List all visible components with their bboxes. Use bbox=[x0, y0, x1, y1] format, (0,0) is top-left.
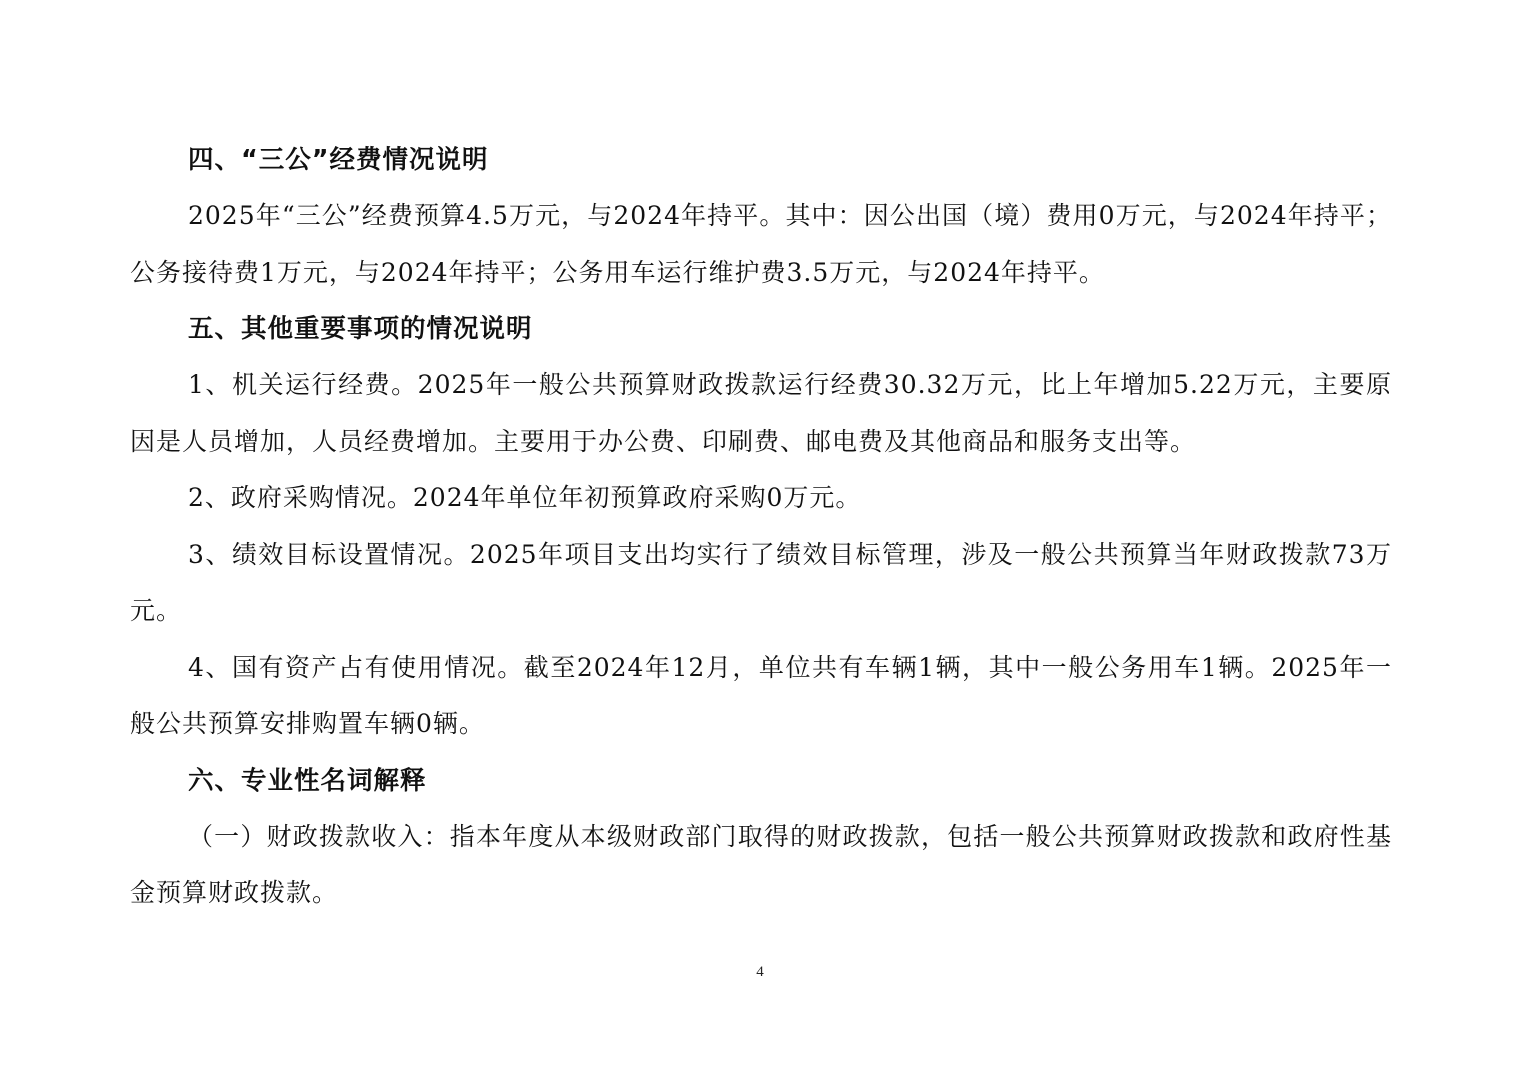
paragraph-operating-expenses: 1、机关运行经费。2025年一般公共预算财政拨款运行经费30.32万元，比上年增加5.22万元，主要原因是人员增加，人员经费增加。主要用于办公费、印刷费、邮电费及其他商品和服务支出等。 bbox=[130, 370, 1392, 456]
page-number: 4 bbox=[756, 964, 764, 980]
paragraph-fiscal-appropriation-income: （一）财政拨款收入：指本年度从本级财政部门取得的财政拨款，包括一般公共预算财政拨款和政府性基金预算财政拨款。 bbox=[130, 821, 1392, 907]
paragraph-three-public-expenses: 2025年“三公”经费预算4.5万元，与2024年持平。其中：因公出国（境）费用0万元，与2024年持平；公务接待费1万元，与2024年持平；公务用车运行维护费3.5万元，与2024年持平。 bbox=[130, 201, 1392, 287]
section-heading-three-public-expenses: 四、“三公”经费情况说明 bbox=[188, 145, 489, 175]
paragraph-government-procurement: 2、政府采购情况。2024年单位年初预算政府采购0万元。 bbox=[188, 483, 862, 512]
paragraph-state-assets: 4、国有资产占有使用情况。截至2024年12月，单位共有车辆1辆，其中一般公务用车1辆。2025年一般公共预算安排购置车辆0辆。 bbox=[130, 652, 1392, 738]
section-heading-terminology: 六、专业性名词解释 bbox=[188, 765, 427, 796]
document-body bbox=[130, 132, 1392, 922]
section-heading-other-matters: 五、其他重要事项的情况说明 bbox=[188, 314, 533, 344]
paragraph-performance-targets: 3、绩效目标设置情况。2025年项目支出均实行了绩效目标管理，涉及一般公共预算当年财政拨款73万元。 bbox=[130, 539, 1392, 625]
